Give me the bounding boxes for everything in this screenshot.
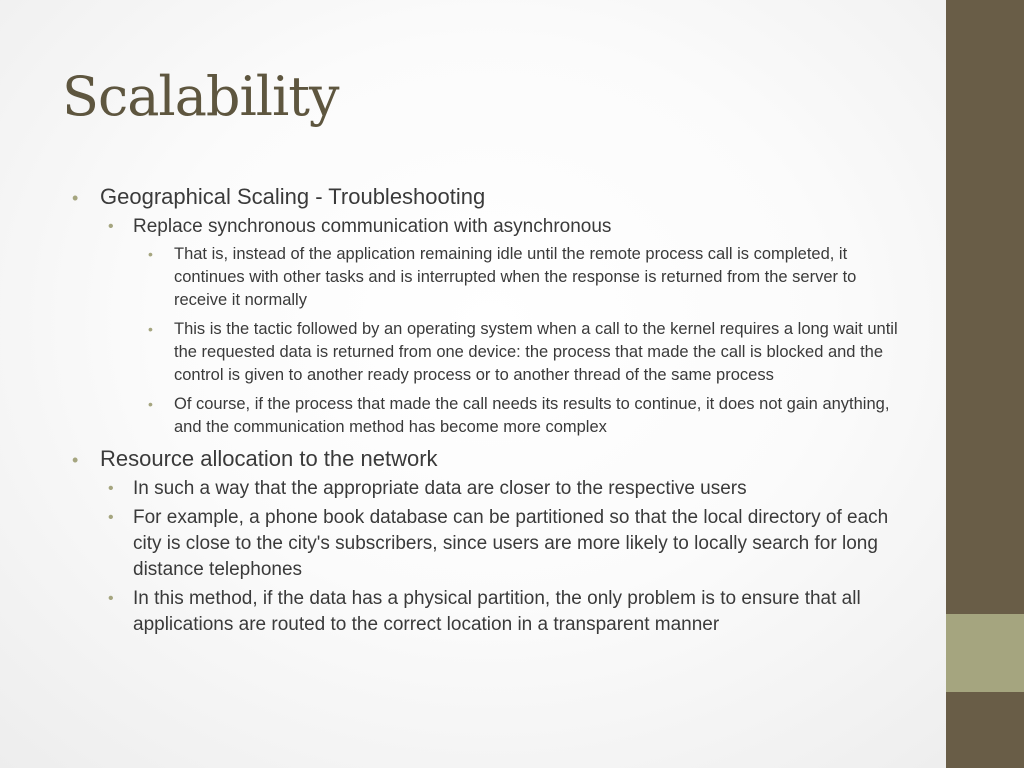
bullet-detail-of-course	[72, 393, 902, 439]
bullet-geographical-scaling	[72, 183, 902, 211]
bullet-text: In this method, if the data has a physical partition, the only problem is to ensure that all applications are routed to the correct location in a transparent manner	[133, 588, 861, 635]
bullet-text: Geographical Scaling - Troubleshooting	[100, 184, 486, 209]
bullet-icon: •	[148, 396, 153, 412]
bullet-icon: •	[72, 450, 79, 470]
bullet-text: Of course, if the process that made the call needs its results to continue, it does not gain anything, and the communication method has become more complex	[174, 395, 890, 436]
bullet-physical-partition	[72, 586, 902, 638]
slide-content	[72, 183, 902, 638]
bullet-text: In such a way that the appropriate data are closer to the respective users	[133, 478, 747, 499]
bullet-text: Replace synchronous communication with asynchronous	[133, 216, 612, 237]
decorative-sidebar-accent	[946, 614, 1024, 692]
bullet-icon: •	[72, 188, 79, 208]
bullet-icon: •	[108, 218, 114, 235]
bullet-icon: •	[108, 480, 114, 497]
bullet-resource-allocation	[72, 445, 902, 473]
bullet-icon: •	[148, 321, 153, 337]
bullet-detail-kernel	[72, 318, 902, 387]
slide-title: Scalability	[62, 65, 339, 128]
bullet-icon: •	[148, 246, 153, 262]
bullet-icon: •	[108, 590, 114, 607]
bullet-phone-book	[72, 505, 902, 583]
bullet-detail-idle	[72, 243, 902, 312]
bullet-text: That is, instead of the application remaining idle until the remote process call is completed, it continues with other tasks and is interrupted when the response is returned from the server to receive it normally	[174, 245, 857, 309]
bullet-text: Resource allocation to the network	[100, 446, 438, 471]
bullet-closer-to-users	[72, 476, 902, 502]
bullet-icon: •	[108, 509, 114, 526]
bullet-replace-sync	[72, 214, 902, 240]
bullet-text: For example, a phone book database can be partitioned so that the local directory of each city is close to the city's subscribers, since users are more likely to locally search for long distance telephones	[133, 507, 889, 580]
bullet-text: This is the tactic followed by an operating system when a call to the kernel requires a long wait until the requested data is returned from one device: the process that made the call is blocked and the control is given to another ready process or to another thread of the same process	[174, 320, 898, 384]
